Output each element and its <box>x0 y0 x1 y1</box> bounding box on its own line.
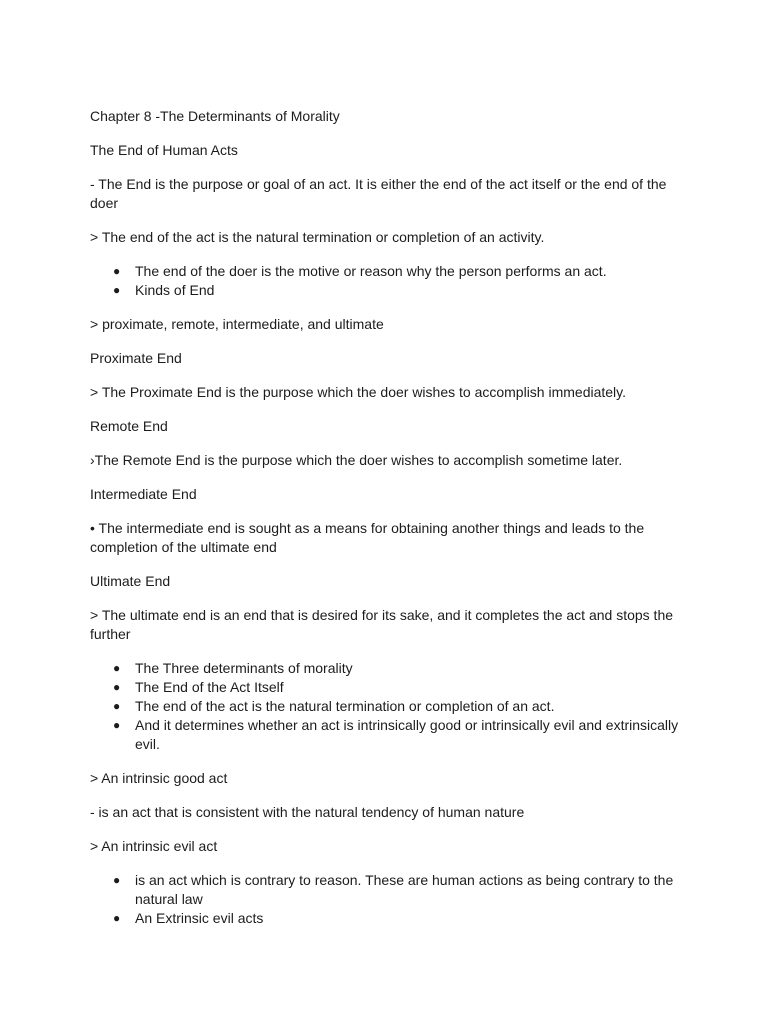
bullet-list <box>90 262 680 300</box>
paragraph: • The intermediate end is sought as a means for obtaining another things and leads to the completion of the ultimate end <box>90 520 645 555</box>
list-item-text: And it determines whether an act is intrinsically good or intrinsically evil and extrinsically evil. <box>135 717 679 752</box>
list-item <box>90 697 680 716</box>
paragraph: Proximate End <box>90 350 182 366</box>
paragraph: > An intrinsic good act <box>90 770 228 786</box>
paragraph: Ultimate End <box>90 573 171 589</box>
paragraph: - The End is the purpose or goal of an act. It is either the end of the act itself or the end of the doer <box>90 176 667 211</box>
list-item-text: Kinds of End <box>135 282 215 298</box>
list-item-text: The end of the act is the natural termination or completion of an act. <box>135 698 555 714</box>
list-item-text: The end of the doer is the motive or reason why the person performs an act. <box>135 263 607 279</box>
list-item <box>90 678 680 697</box>
list-item-text: The Three determinants of morality <box>135 660 353 676</box>
paragraph: > An intrinsic evil act <box>90 838 218 854</box>
paragraph: > The Proximate End is the purpose which the doer wishes to accomplish immediately. <box>90 384 627 400</box>
bullet-icon: ● <box>113 873 121 887</box>
list-item-text: An Extrinsic evil acts <box>135 910 264 926</box>
bullet-icon: ● <box>113 661 121 675</box>
bullet-icon: ● <box>113 680 121 694</box>
list-item <box>90 281 680 300</box>
bullet-list <box>90 659 680 754</box>
bullet-icon: ● <box>113 718 121 732</box>
paragraph: > The ultimate end is an end that is desired for its sake, and it completes the act and stops the further <box>90 607 674 642</box>
list-item <box>90 909 680 928</box>
paragraph: > proximate, remote, intermediate, and ultimate <box>90 316 384 332</box>
list-item <box>90 659 680 678</box>
list-item-text: is an act which is contrary to reason. These are human actions as being contrary to the natural law <box>135 872 674 907</box>
paragraph: > The end of the act is the natural termination or completion of an activity. <box>90 229 545 245</box>
list-item-text: The End of the Act Itself <box>135 679 284 695</box>
list-item <box>90 871 680 909</box>
list-item <box>90 262 680 281</box>
bullet-icon: ● <box>113 911 121 925</box>
paragraph: Intermediate End <box>90 486 197 502</box>
paragraph: The End of Human Acts <box>90 142 238 158</box>
paragraph: ›The Remote End is the purpose which the doer wishes to accomplish sometime later. <box>90 452 623 468</box>
document-body <box>90 107 680 943</box>
bullet-list <box>90 871 680 928</box>
list-item <box>90 716 680 754</box>
paragraph: Remote End <box>90 418 168 434</box>
bullet-icon: ● <box>113 264 121 278</box>
document-title: Chapter 8 -The Determinants of Morality <box>90 108 340 124</box>
paragraph: - is an act that is consistent with the natural tendency of human nature <box>90 804 525 820</box>
bullet-icon: ● <box>113 283 121 297</box>
bullet-icon: ● <box>113 699 121 713</box>
